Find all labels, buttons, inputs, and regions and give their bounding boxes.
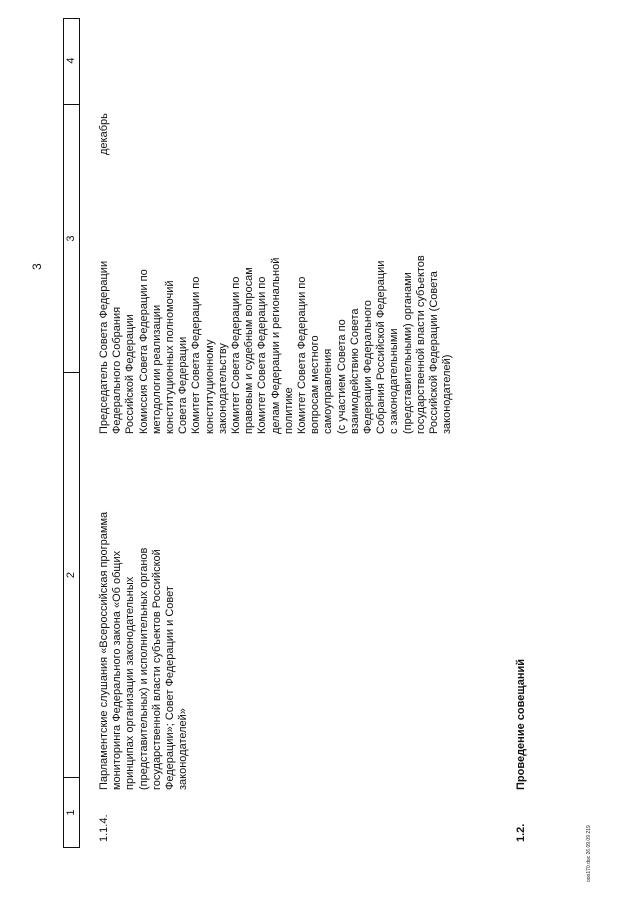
responsible-line: Комитет Совета Федерации по <box>296 276 309 434</box>
responsible-line: Российской Федерации (Совета <box>428 271 441 434</box>
responsible-line: конституционных полномочий <box>164 280 177 434</box>
responsible-line: (представительными) органами <box>401 272 414 434</box>
event-line: Федерации»; Совет Федерации и Совет <box>164 586 177 790</box>
responsible-line: Федерации Федерального <box>362 300 375 434</box>
event-line: государственной власти субъектов Российской <box>150 549 163 790</box>
responsible-line: делам Федерации и региональной <box>269 257 282 434</box>
event-line: Парламентские слушания «Всероссийская программа <box>98 511 110 790</box>
header-cell-1: 1 <box>64 777 79 847</box>
responsible-line: законодателей) <box>441 354 454 434</box>
term-month: декабрь <box>98 113 110 155</box>
responsible-line: законодательству <box>216 343 229 434</box>
section-number: 1.2. <box>515 823 527 842</box>
responsible-line: Российской Федерации <box>124 314 137 434</box>
responsible-line: Комитет Совета Федерации по <box>190 276 203 434</box>
responsible-line: государственной власти субъектов <box>414 255 427 434</box>
header-cell-2: 2 <box>64 372 79 777</box>
responsible-line: Собрания Российской Федерации <box>375 260 388 434</box>
responsible-line: (с участием Совета по <box>335 319 348 434</box>
responsible-line: Председатель Совета Федерации <box>98 260 110 434</box>
page-number: 3 <box>30 263 44 270</box>
event-line: принципах организации законодательных <box>124 576 137 790</box>
footer-file-code: ooo170.doc 26.09.09 219 <box>586 825 592 882</box>
responsible-line: взаимодействию Совета <box>348 308 361 434</box>
header-cell-4: 4 <box>65 57 77 64</box>
responsible-line: правовым и судебным вопросам <box>243 267 256 434</box>
responsible-line: самоуправления <box>322 348 335 434</box>
table-header-row <box>63 18 80 848</box>
responsible-line: Федерального Собрания <box>111 306 124 434</box>
event-line: законодателей» <box>177 708 190 790</box>
row-number: 1.1.4. <box>98 814 110 842</box>
responsible-line: Комиссия Совета Федерации по <box>137 269 150 434</box>
responsible-line: политике <box>282 387 295 434</box>
responsible-line: конституционному <box>203 339 216 434</box>
responsible-line: вопросам местного <box>309 335 322 434</box>
header-cell-3: 3 <box>64 104 79 372</box>
event-line: мониторинга Федерального закона «Об общих <box>111 550 124 790</box>
section-title: Проведение совещаний <box>515 658 527 790</box>
responsible-list <box>98 169 454 434</box>
responsible-line: Комитет Совета Федерации по <box>230 276 243 434</box>
responsible-line: методологии реализации <box>150 304 163 434</box>
event-line: (представительных) и исполнительных органов <box>137 547 150 790</box>
responsible-line: Совета Федерации <box>177 336 190 434</box>
event-description <box>98 435 190 790</box>
responsible-line: с законодательными <box>388 328 401 434</box>
responsible-line: Комитет Совета Федерации по <box>256 276 269 434</box>
